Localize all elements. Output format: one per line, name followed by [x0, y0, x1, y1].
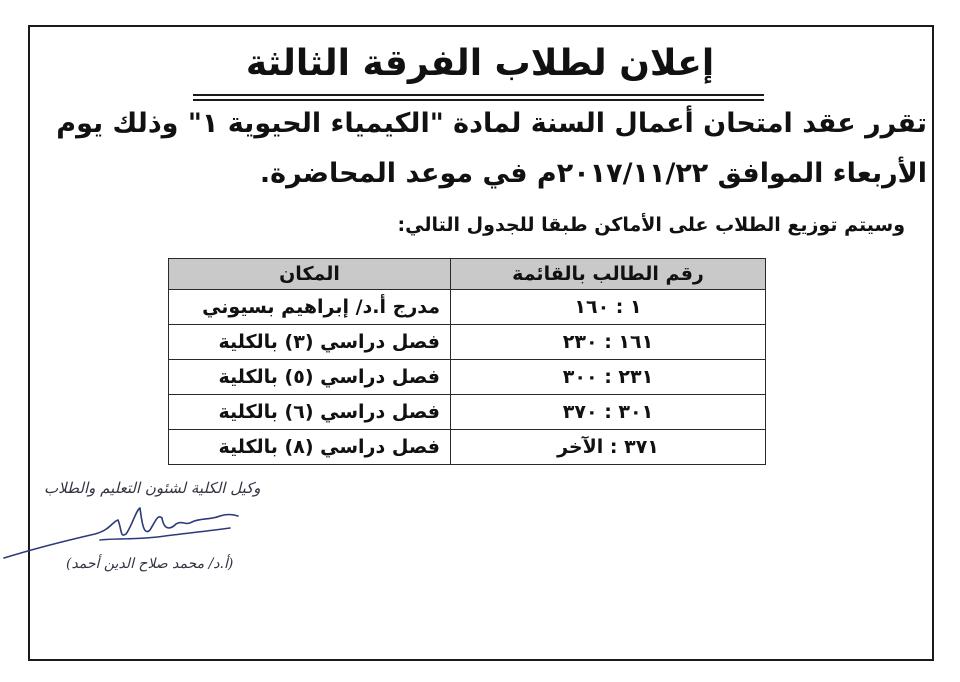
- announcement-line-1: تقرر عقد امتحان أعمال السنة لمادة "الكيمياء الحيوية ١" وذلك يوم: [56, 108, 927, 139]
- table-row: [169, 325, 766, 360]
- header-student-number: رقم الطالب بالقائمة: [451, 259, 766, 290]
- announcement-line-2: الأربعاء الموافق ٢٠١٧/١١/٢٢م في موعد المحاضرة.: [259, 158, 927, 189]
- cell-place: فصل دراسي (٣) بالكلية: [169, 325, 451, 360]
- table-row: [169, 395, 766, 430]
- cell-place: فصل دراسي (٨) بالكلية: [169, 430, 451, 465]
- cell-range: ٣٧١ : الآخر: [451, 430, 766, 465]
- cell-range: ١٦١ : ٢٣٠: [451, 325, 766, 360]
- table-row: [169, 360, 766, 395]
- signer-name: (أ.د/ محمد صلاح الدين أحمد): [66, 556, 234, 572]
- table-row: [169, 430, 766, 465]
- cell-place: فصل دراسي (٦) بالكلية: [169, 395, 451, 430]
- title-underline: [193, 94, 764, 101]
- cell-range: ٣٠١ : ٣٧٠: [451, 395, 766, 430]
- header-place: المكان: [169, 259, 451, 290]
- cell-place: فصل دراسي (٥) بالكلية: [169, 360, 451, 395]
- announcement-title: إعلان لطلاب الفرقة الثالثة: [245, 43, 715, 84]
- cell-range: ١ : ١٦٠: [451, 290, 766, 325]
- signer-role: وكيل الكلية لشئون التعليم والطلاب: [44, 479, 261, 497]
- announcement-line-3: وسيتم توزيع الطلاب على الأماكن طبقا للجدول التالي:: [397, 214, 905, 236]
- cell-place: مدرج أ.د/ إبراهيم بسيوني: [169, 290, 451, 325]
- table-header-row: [169, 259, 766, 290]
- distribution-table: [168, 258, 766, 465]
- table-row: [169, 290, 766, 325]
- cell-range: ٢٣١ : ٣٠٠: [451, 360, 766, 395]
